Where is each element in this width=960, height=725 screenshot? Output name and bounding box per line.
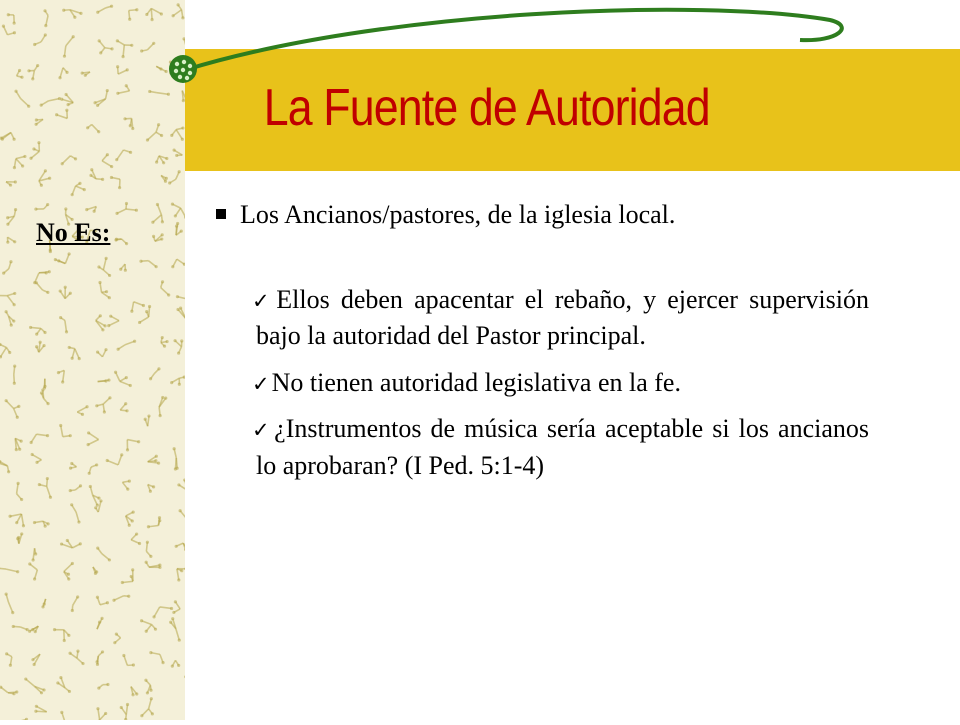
pattern-glyph bbox=[120, 703, 129, 720]
pattern-glyph bbox=[87, 431, 99, 446]
pattern-glyph bbox=[59, 316, 68, 333]
pattern-glyph bbox=[139, 260, 157, 269]
pattern-glyph bbox=[71, 595, 80, 612]
subpoint-text: Ellos deben apacentar el rebaño, y ejercer supervisión bajo la autoridad del Pastor principal. bbox=[256, 285, 869, 350]
pattern-glyph bbox=[176, 295, 185, 306]
pattern-glyph bbox=[131, 687, 138, 697]
pattern-glyph bbox=[34, 705, 46, 713]
pattern-glyph bbox=[173, 339, 183, 355]
subpoint-item bbox=[256, 411, 869, 484]
pattern-glyph bbox=[131, 532, 141, 545]
subpoint-item bbox=[256, 365, 869, 401]
pattern-glyph bbox=[60, 539, 82, 548]
pattern-glyph bbox=[69, 462, 77, 470]
pattern-glyph bbox=[144, 414, 151, 426]
pattern-glyph bbox=[161, 175, 168, 182]
pattern-glyph bbox=[177, 478, 185, 503]
pattern-glyph bbox=[59, 286, 72, 299]
pattern-glyph bbox=[110, 176, 121, 189]
subpoint-text: ¿Instrumentos de música sería aceptable si los ancianos lo aprobaran? (I Ped. 5:1-4) bbox=[256, 414, 869, 479]
pattern-glyph bbox=[147, 516, 162, 528]
pattern-glyph bbox=[6, 208, 17, 226]
pattern-glyph bbox=[96, 348, 108, 357]
pattern-glyph bbox=[138, 305, 151, 324]
pattern-glyph bbox=[173, 149, 183, 157]
pattern-glyph bbox=[169, 617, 181, 642]
pattern-glyph bbox=[35, 341, 46, 353]
pattern-glyph bbox=[95, 650, 104, 666]
pattern-glyph bbox=[0, 133, 16, 141]
pattern-glyph bbox=[97, 257, 111, 277]
pattern-glyph bbox=[0, 343, 11, 358]
pattern-glyph bbox=[171, 660, 181, 667]
pattern-glyph bbox=[175, 222, 183, 235]
pattern-glyph bbox=[6, 237, 16, 244]
pattern-glyph bbox=[34, 203, 49, 211]
pattern-glyph bbox=[114, 371, 132, 387]
pattern-glyph bbox=[6, 180, 17, 186]
pattern-glyph bbox=[85, 207, 96, 213]
pattern-glyph bbox=[179, 509, 185, 528]
pattern-glyph bbox=[96, 596, 109, 605]
pattern-glyph bbox=[5, 593, 15, 615]
pattern-glyph bbox=[15, 438, 23, 451]
pattern-glyph bbox=[102, 153, 113, 168]
pattern-glyph bbox=[59, 424, 72, 437]
pattern-glyph bbox=[58, 711, 65, 720]
pattern-glyph bbox=[152, 607, 173, 619]
pattern-glyph bbox=[24, 677, 45, 694]
pattern-glyph bbox=[38, 477, 52, 499]
pattern-glyph bbox=[12, 625, 29, 631]
pattern-glyph bbox=[149, 651, 164, 664]
pattern-glyph bbox=[184, 675, 185, 688]
main-point-text: Los Ancianos/pastores, de la iglesia local. bbox=[240, 200, 675, 230]
pattern-glyph bbox=[31, 654, 40, 666]
pattern-glyph bbox=[126, 440, 140, 452]
checkmark-icon: ✓ bbox=[252, 418, 272, 442]
pattern-glyph bbox=[95, 396, 111, 413]
pattern-glyph bbox=[54, 252, 71, 263]
pattern-glyph bbox=[0, 460, 10, 473]
pattern-glyph bbox=[113, 633, 120, 645]
pattern-glyph bbox=[89, 168, 104, 181]
pattern-glyph bbox=[28, 626, 38, 633]
pattern-glyph bbox=[98, 281, 111, 299]
pattern-glyph bbox=[112, 595, 130, 602]
pattern-glyph bbox=[32, 548, 38, 561]
pattern-glyph bbox=[97, 617, 104, 629]
pattern-glyph bbox=[77, 405, 88, 416]
pattern-glyph bbox=[155, 156, 168, 165]
pattern-glyph bbox=[122, 480, 130, 491]
pattern-glyph bbox=[170, 376, 185, 386]
pattern-glyph bbox=[96, 547, 111, 562]
pattern-glyph bbox=[13, 155, 27, 169]
pattern-glyph bbox=[171, 202, 185, 219]
pattern-glyph bbox=[40, 388, 50, 405]
pattern-glyph bbox=[69, 484, 82, 492]
pattern-glyph bbox=[89, 485, 101, 507]
pattern-glyph bbox=[106, 453, 124, 465]
pattern-glyph bbox=[161, 336, 169, 348]
pattern-glyph bbox=[31, 453, 42, 464]
pattern-glyph bbox=[28, 562, 37, 580]
pattern-glyph bbox=[64, 562, 74, 581]
pattern-glyph bbox=[140, 619, 157, 633]
pattern-glyph bbox=[93, 707, 107, 720]
pattern-glyph bbox=[0, 686, 18, 696]
pattern-glyph bbox=[120, 402, 128, 412]
pattern-glyph bbox=[148, 455, 161, 465]
pattern-glyph bbox=[97, 683, 109, 690]
checkmark-icon: ✓ bbox=[252, 372, 270, 396]
pattern-glyph bbox=[53, 628, 71, 642]
main-bullet-point bbox=[216, 200, 916, 230]
pattern-glyph bbox=[29, 326, 47, 336]
pattern-glyph bbox=[126, 511, 135, 527]
pattern-glyph bbox=[68, 650, 84, 666]
square-bullet-icon bbox=[216, 209, 226, 219]
pattern-glyph bbox=[130, 302, 145, 313]
pattern-glyph bbox=[0, 292, 16, 306]
pattern-glyph bbox=[68, 346, 81, 360]
pattern-glyph bbox=[149, 367, 161, 380]
pattern-glyph bbox=[121, 568, 135, 584]
pattern-glyph bbox=[172, 600, 180, 614]
pattern-glyph bbox=[115, 202, 138, 215]
pattern-glyph bbox=[5, 652, 12, 667]
pattern-glyph bbox=[144, 679, 152, 695]
pattern-glyph bbox=[33, 521, 50, 528]
pattern-glyph bbox=[177, 567, 185, 581]
pattern-glyph bbox=[41, 599, 45, 609]
pattern-glyph bbox=[43, 379, 47, 390]
pattern-glyph bbox=[151, 203, 164, 224]
pattern-glyph bbox=[159, 396, 168, 417]
pattern-glyph bbox=[93, 567, 98, 575]
pattern-glyph bbox=[173, 447, 179, 470]
pattern-glyph bbox=[0, 567, 19, 574]
pattern-glyph bbox=[30, 434, 50, 444]
subpoint-list bbox=[256, 282, 869, 494]
subpoint-text: No tienen autoridad legislativa en la fe. bbox=[272, 368, 681, 397]
pattern-glyph bbox=[98, 379, 111, 383]
pattern-glyph bbox=[56, 676, 71, 693]
checkmark-icon: ✓ bbox=[252, 289, 274, 313]
pattern-glyph bbox=[8, 514, 25, 527]
pattern-glyph bbox=[176, 306, 185, 329]
pattern-glyph bbox=[107, 315, 119, 328]
pattern-glyph bbox=[70, 503, 80, 523]
pattern-glyph bbox=[148, 485, 155, 493]
slide-title: La Fuente de Autoridad bbox=[74, 78, 900, 138]
pattern-glyph bbox=[175, 543, 185, 554]
pattern-glyph bbox=[61, 156, 78, 166]
pattern-glyph bbox=[117, 340, 137, 351]
pattern-glyph bbox=[16, 532, 23, 543]
pattern-glyph bbox=[71, 182, 86, 197]
pattern-glyph bbox=[161, 280, 171, 296]
pattern-glyph bbox=[171, 259, 185, 268]
side-label: No Es: bbox=[36, 218, 110, 248]
pattern-glyph bbox=[35, 281, 50, 294]
pattern-glyph bbox=[115, 150, 132, 161]
pattern-glyph bbox=[152, 233, 164, 241]
pattern-glyph bbox=[16, 482, 23, 501]
pattern-glyph bbox=[145, 561, 162, 569]
pattern-glyph bbox=[122, 654, 135, 667]
pattern-glyph bbox=[39, 169, 51, 187]
pattern-glyph bbox=[114, 238, 128, 246]
pattern-glyph bbox=[146, 541, 153, 558]
pattern-glyph bbox=[140, 697, 154, 717]
pattern-glyph bbox=[29, 141, 40, 160]
pattern-glyph bbox=[119, 264, 127, 272]
pattern-glyph bbox=[13, 364, 17, 384]
subpoint-item bbox=[256, 282, 869, 355]
pattern-glyph bbox=[5, 310, 16, 327]
pattern-glyph bbox=[168, 170, 181, 184]
pattern-glyph bbox=[5, 399, 21, 419]
pattern-glyph bbox=[2, 260, 12, 275]
pattern-glyph bbox=[88, 463, 99, 475]
pattern-glyph bbox=[96, 314, 107, 331]
pattern-glyph bbox=[57, 370, 64, 383]
